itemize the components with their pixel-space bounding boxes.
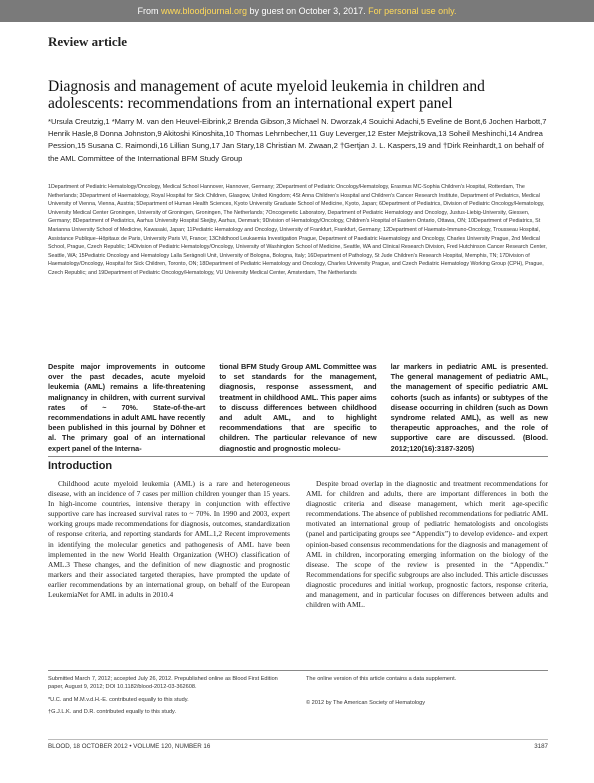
introduction-body <box>48 479 548 610</box>
abstract-column-1: Despite major improvements in outcome over the past decades, acute myeloid leukemia (AML) remains a life-threatening malignancy in children, with current survival rates of ~ 70%. State-of-the-art recommendations in adult AML have recently been published in this journal by Döhner et al. The primary goal of an international expert panel of the Interna- <box>48 362 206 453</box>
banner-personal-use-link[interactable]: For personal use only. <box>368 6 457 16</box>
intro-paragraph-right: Despite broad overlap in the diagnostic and treatment recommendations for AML for children and adults, there are important differences in both the diagnostic criteria and disease management, which merit age-specific recommendations. The absence of published recommendations for pediatric AML motivated an international group of pediatric hematologists and oncologists (panel and participating groups see “Appendix”) to develop evidence- and expert opinion-based consensus recommendations for the diagnosis and management of AML in children, incorporating emerging information on the biology of the disease. The scope of the review is presented in the “Appendix.” Recommendations for specific subgroups are also included. This article discusses diagnostic procedures and initial workup, prognostic factors, response criteria, and management, and in particular focuses on differences between adults and children with AML. <box>306 479 548 610</box>
section-label: Review article <box>48 34 128 49</box>
copyright-note: © 2012 by The American Society of Hematology <box>306 700 426 707</box>
abstract-column-3: lar markers in pediatric AML is presented. The general management of pediatric AML, the management of specific pediatric AML cohorts (such as infants) or subtypes of the disease occurring in children (such as Down syndrome related AML), as well as new therapeutic approaches, and the role of supportive care are discussed. (Blood. 2012;120(16):3187-3205) <box>390 362 548 453</box>
abstract <box>48 362 548 454</box>
footer-divider <box>48 739 548 740</box>
page-number: 3187 <box>534 743 548 750</box>
notes-divider <box>48 670 548 671</box>
journal-issue: BLOOD, 18 OCTOBER 2012 • VOLUME 120, NUMBER 16 <box>48 743 211 750</box>
online-supplement-note: The online version of this article contains a data supplement. <box>306 676 457 682</box>
footnotes <box>48 675 548 721</box>
intro-paragraph-left: Childhood acute myeloid leukemia (AML) is a rare and heterogeneous disease, with an incidence of 7 cases per million children younger than 15 years. In high-income countries, intensive therapy in conjunction with effective supportive care has increased survival rates to ~ 70%. In 1990 and 2003, expert working groups made recommendations for diagnosis, outcomes, standardization of response criteria, and reporting standards for AML.1,2 Recent improvements in identifying the molecular genetics and pathogenesis of AML have been implemented in the new World Health Organization (WHO) classification of AML.3 These changes, and the definition of new diagnostic and prognostic markers and their associated targeted therapies, have prompted the update of earlier recommendations by an international group, on behalf of the European LeukemiaNet for AML in adults in 2010.4 <box>48 479 290 600</box>
article-title: Diagnosis and management of acute myeloid leukemia in children and adolescents: recommendations from an international expert panel <box>48 78 485 112</box>
equal-contribution-note-2: †G.J.L.K. and D.R. contributed equally to this study. <box>48 709 176 716</box>
abstract-column-2: tional BFM Study Group AML Committee was to set standards for the management, diagnosis, response assessment, and treatment in childhood AML. This paper aims to discuss differences between childhood and adult AML, and to highlight recommendations that are specific to children. The particular relevance of new diagnostic and prognostic molecu- <box>219 362 377 453</box>
banner-prefix: From <box>137 6 161 16</box>
section-heading-introduction: Introduction <box>48 460 113 472</box>
source-banner <box>0 0 594 22</box>
abstract-divider <box>48 456 548 457</box>
affiliations: 1Department of Pediatric Hematology/Oncology, Medical School Hannover, Hannover, Germany; 2Department of Pediatric Oncology/Hematology, Erasmus MC-Sophia Children's Hospital, Rotterdam, The Netherlands; 3Department of Haematology, Royal Hospital for Sick Children, Glasgow, United Kingdom; 4St Anna Children's Hospital and Children's Cancer Research Institute, Department of Pediatrics, Medical University of Vienna, Vienna, Austria; 5Department of Human Health Sciences, Kyoto University Graduate School of Medicine, Kyoto, Japan; 6Department of Pediatrics, Division of Pediatric Oncology/Hematology, University Medical Center Groningen, University of Groningen, Groningen, The Netherlands; 7Oncogenetic Laboratory, Department of Pediatric Hematology and Oncology, Justus-Liebig-University, Giessen, Germany; 8Department of Pediatrics, Aarhus University Hospital Skejby, Aarhus, Denmark; 9Division of Hematology/Oncology, Children's Hospital of Eastern Ontario, Ottawa, ON; 10Department of Pediatrics, St Marianna University School of Medicine, Kawasaki, Japan; 11Pediatric Hematology and Oncology, University of Frankfurt, Frankfurt, Germany; 12Department of Haemato-Immuno-Oncology, Trousseau Hospital, Assistance Publique–Hôpitaux de Paris, University Paris VI, France; 13Childhood Leukaemia Investigation Prague, Department of Paediatric Haematology and Oncology, Charles University Prague, 2nd Medical School, Prague, Czech Republic; 14Division of Pediatric Hematology/Oncology, University of Washington School of Medicine, Seattle, WA and Clinical Research Division, Fred Hutchinson Cancer Research Center, Seattle, WA; 15Pediatric Oncology and Hematology Lalla Seràgnoli Unit, University of Bologna, Bologna, Italy; 16Department of Pathology, St Jude Children's Research Hospital, Memphis, TN; 17Division of Haematology/Oncology, Hospital for Sick Children, Toronto, ON; 18Department of Pediatric Hematology and Oncology, Charles University Prague, and Czech Pediatric Hematology Working Group (CPH), Prague, Czech Republic; and 19Department of Pediatric Oncology/Hematology, VU University Medical Center, Amsterdam, The Netherlands <box>48 184 547 276</box>
author-list: *Ursula Creutzig,1 *Marry M. van den Heuvel-Eibrink,2 Brenda Gibson,3 Michael N. Dworzak,4 Souichi Adachi,5 Eveline de Bont,6 Jochen Harbott,7 Henrik Hasle,8 Donna Johnston,9 Akitoshi Kinoshita,10 Thomas Lehrnbecher,11 Guy Leverger,12 Ester Mejstrikova,13 Soheil Meshinchi,14 Andrea Pession,15 Susana C. Raimondi,16 Lillian Sung,17 Jan Stary,18 Christian M. Zwaan,2 †Gertjan J. L. Kaspers,19 and †Dirk Reinhardt,1 on behalf of the AML Committee of the International BFM Study Group <box>48 117 547 163</box>
equal-contribution-note-1: *U.C. and M.M.v.d.H.-E. contributed equally to this study. <box>48 696 189 703</box>
banner-site-link[interactable]: www.bloodjournal.org <box>160 6 248 16</box>
page-footer <box>48 743 548 750</box>
submission-note: Submitted March 7, 2012; accepted July 26, 2012. Prepublished online as Blood First Edition paper, August 9, 2012; DOI 10.1182/blood-2012-03-362608. <box>48 676 278 691</box>
banner-middle: by guest on October 3, 2017. <box>247 6 369 16</box>
